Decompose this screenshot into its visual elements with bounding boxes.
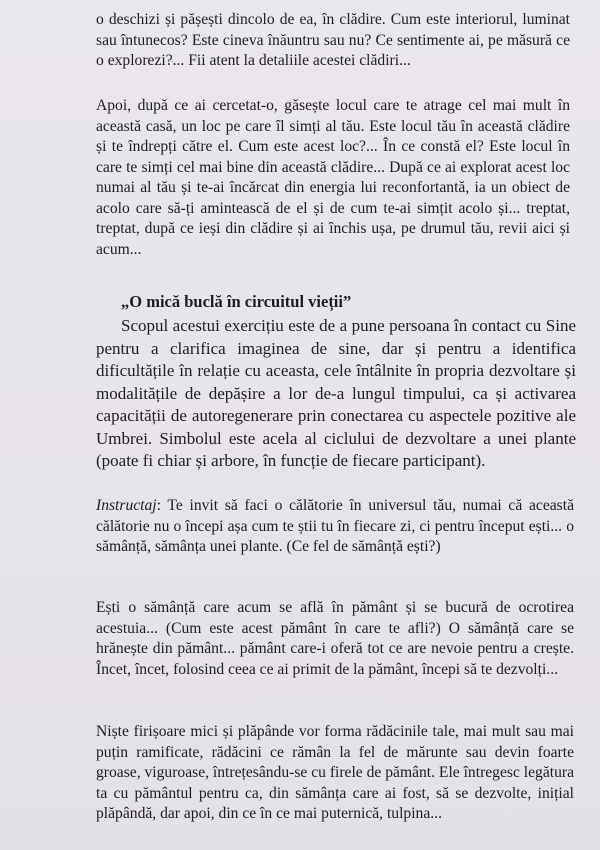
paragraph-seed-in-soil: Ești o sămânță care acum se află în pământ și se bucură de ocrotirea acestuia... (Cum este acest pământ în care te afli?) O sămânță care se hrănește din pământ... pământ care-i oferă tot ce are nevoie pentru a crește. Încet, încet, folosind ceea ce ai primit de la pământ, începi să te dezvolți... (96, 599, 574, 678)
instructions-text: : Te invit să faci o călătorie în universul tău, numai că această călătorie nu o începi așa cum te știi tu în fiecare zi, ci pentru început ești... o sămânță, sămânța unei plante. (Ce fel de sămânță ești?) (96, 497, 574, 555)
paragraph-exercise-purpose: Scopul acestui exercițiu este de a pune persoana în contact cu Sine pentru a clarifica imaginea de sine, dar și pentru a identifica dificultățile în relație cu aceasta, cele întâlnite în propria dezvoltare și modalitățile de depășire a lor de-a lungul timpului, ca și activarea capacității de autoregenerare prin conectarea cu aspectele pozitive ale Umbrei. Simbolul este acela al ciclului de dezvoltare a unei plante (poate fi chiar și arbore, în funcție de fiecare participant). (96, 316, 576, 470)
paragraph-own-place: Apoi, după ce ai cercetat-o, găsește locul care te atrage cel mai mult în această casă, un loc pe care îl simți al tău. Este locul tău în această clădire și te îndrepți către el. Cum este acest loc?... În ce constă el? Este locul în care te simți cel mai bine din această clădire... După ce ai explorat acest loc numai al tău și te-ai încărcat din energia lui reconfortantă, ia un obiect de acolo care să-ți amintească de el și de cum te-ai simțit acolo și... treptat, treptat, după ce ieși din clădire și ai închis ușa, pe drumul tău, revii aici și acum... (96, 97, 570, 258)
paragraph-roots: Niște firișoare mici și plăpânde vor forma rădăcinile tale, mai mult sau mai puțin ramificate, rădăcini ce rămân la fel de mărunte sau devin foarte groase, viguroase, întrețesându-se cu firele de pământ. Ele întregesc legătura ta cu pământul pentru ca, din sămânța care ai fost, să se dezvolte, inițial plăpândă, dar apoi, din ce în ce mai puternică, tulpina... (96, 723, 575, 822)
paragraph-instructions (96, 496, 574, 558)
instructions-label: Instructaj (96, 497, 157, 514)
paragraph-building-exploration: o deschizi și pășești dincolo de ea, în clădire. Cum este interiorul, luminat sau întunecos? Este cineva înăuntru sau nu? Ce sentimente ai, pe măsură ce o explorezi?... Fii atent la detaliile acestei clădiri... (96, 11, 570, 69)
section-title: „O mică buclă în circuitul vieții” (121, 292, 352, 311)
